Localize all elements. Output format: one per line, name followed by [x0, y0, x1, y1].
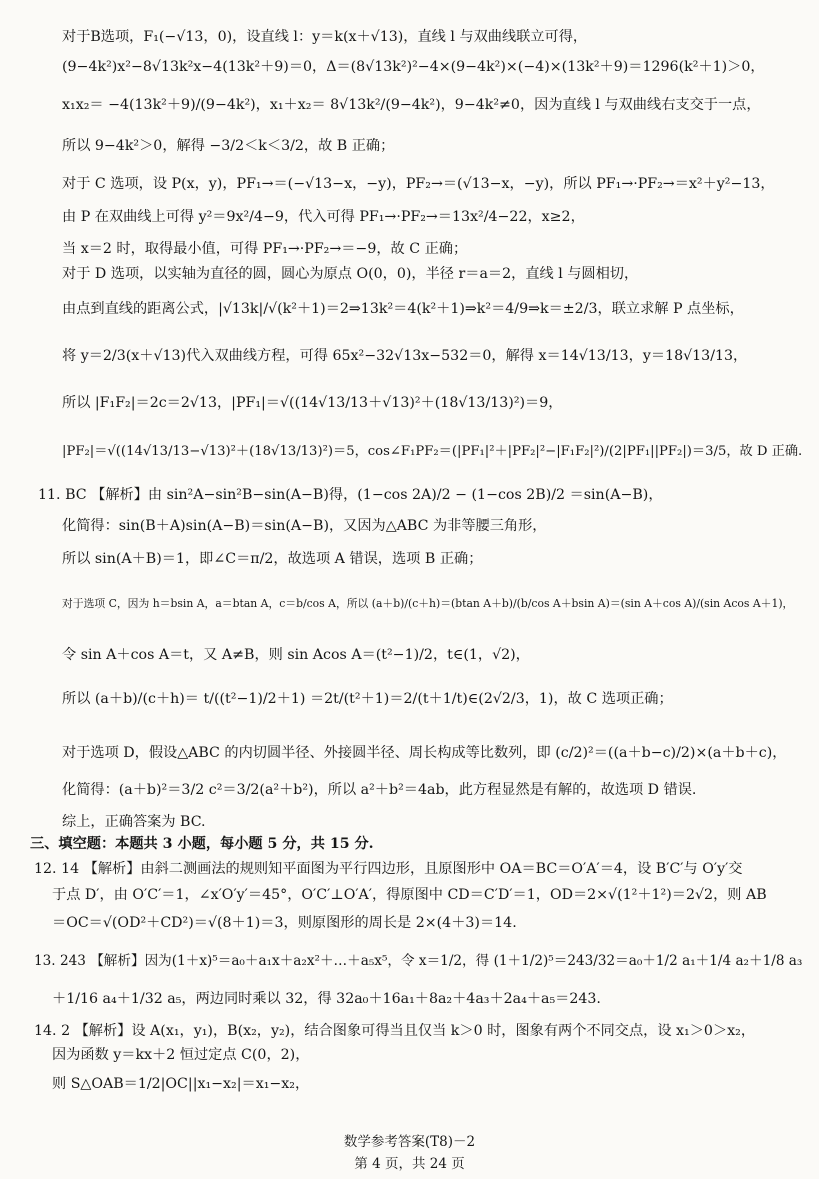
text-line: 综上，正确答案为 BC. — [62, 814, 206, 830]
text-line: 所以 |F₁F₂|＝2c＝2√13，|PF₁|＝√((14√13/13＋√13)²＋(18√13/13)²)＝9， — [62, 395, 563, 411]
text-line: 令 sin A＋cos A＝t，又 A≠B，则 sin Acos A＝(t²−1)/2，t∈(1，√2)， — [62, 647, 530, 663]
text-line: 对于B选项，F₁(−√13，0)，设直线 l：y＝k(x＋√13)，直线 l 与双曲线联立可得， — [62, 29, 588, 45]
text-line: (9−4k²)x²−8√13k²x−4(13k²＋9)＝0，Δ＝(8√13k²)²−4×(9−4k²)×(−4)×(13k²＋9)＝1296(k²＋1)＞0， — [62, 59, 765, 75]
text-line: |PF₂|＝√((14√13/13−√13)²＋(18√13/13)²)＝5，cos∠F₁PF₂＝(|PF₁|²＋|PF₂|²−|F₁F₂|²)/(2|PF₁||PF₂|)＝3/5，故 D 正确. — [62, 444, 803, 459]
text-line: ＝OC＝√(OD²＋CD²)＝√(8＋1)＝3，则原图形的周长是 2×(4＋3)＝14. — [52, 915, 517, 931]
text-line: 由点到直线的距离公式，|√13k|/√(k²＋1)＝2⇒13k²＝4(k²＋1)⇒k²＝4/9⇒k＝±2/3，联立求解 P 点坐标， — [62, 301, 744, 317]
text-line: 所以 9−4k²＞0，解得 −3/2＜k＜3/2，故 B 正确； — [62, 138, 395, 154]
text-line: 则 S△OAB＝1/2|OC||x₁−x₂|＝x₁−x₂， — [52, 1076, 310, 1092]
footer-subject: 数学参考答案(T8)－2 — [343, 1134, 476, 1150]
text-line: 化简得：(a＋b)²＝3/2 c²＝3/2(a²＋b²)，所以 a²＋b²＝4ab，此方程显然是有解的，故选项 D 错误. — [62, 782, 697, 798]
text-line: ＋1/16 a₄＋1/32 a₅，两边同时乘以 32，得 32a₀＋16a₁＋8a₂＋4a₃＋2a₄＋a₅＝243. — [52, 991, 601, 1007]
answer-14-line: 14. 2 【解析】设 A(x₁，y₁)，B(x₂，y₂)，结合图象可得当且仅当 k＞0 时，图象有两个不同交点，设 x₁＞0＞x₂， — [34, 1023, 756, 1039]
text-line: 所以 (a＋b)/(c＋h)＝ t/((t²−1)/2＋1) ＝2t/(t²＋1)＝2/(t＋1/t)∈(2√2/3，1)，故 C 选项正确； — [62, 691, 673, 707]
footer-page-number: 第 4 页，共 24 页 — [354, 1156, 465, 1172]
text-line: 对于选项 C，因为 h＝bsin A，a＝btan A，c＝b/cos A，所以 (a＋b)/(c＋h)＝(btan A＋b)/(b/cos A＋bsin A)＝(sin A＋cos A)/(sin Acos A＋1)， — [62, 597, 794, 610]
answer-11-line: 11. BC 【解析】由 sin²A−sin²B−sin(A−B)得，(1−cos 2A)/2 − (1−cos 2B)/2 ＝sin(A−B)， — [38, 487, 663, 503]
text-line: 化简得：sin(B＋A)sin(A−B)＝sin(A−B)，又因为△ABC 为非等腰三角形， — [62, 518, 547, 534]
text-line: 对于 D 选项，以实轴为直径的圆，圆心为原点 O(0，0)，半径 r＝a＝2，直线 l 与圆相切， — [62, 266, 639, 282]
answer-13-line: 13. 243 【解析】因为(1＋x)⁵＝a₀＋a₁x＋a₂x²＋…＋a₅x⁵，令 x＝1/2，得 (1＋1/2)⁵＝243/32＝a₀＋1/2 a₁＋1/4 a₂＋1/8 a₃ — [34, 953, 803, 969]
text-line: 对于选项 D，假设△ABC 的内切圆半径、外接圆半径、周长构成等比数列，即 (c/2)²＝((a＋b−c)/2)×(a＋b＋c)， — [62, 745, 787, 761]
text-line: 当 x＝2 时，取得最小值，可得 PF₁→·PF₂→＝−9，故 C 正确； — [62, 241, 468, 257]
text-line: 将 y＝2/3(x＋√13)代入双曲线方程，可得 65x²−32√13x−532＝0，解得 x＝14√13/13，y＝18√13/13， — [62, 348, 748, 364]
text-line: 由 P 在双曲线上可得 y²＝9x²/4−9，代入可得 PF₁→·PF₂→＝13x²/4−22，x≥2， — [62, 209, 585, 225]
text-line: 因为函数 y＝kx＋2 恒过定点 C(0，2)， — [52, 1047, 310, 1063]
text-line: x₁x₂＝ −4(13k²＋9)/(9−4k²)，x₁＋x₂＝ 8√13k²/(9−4k²)，9−4k²≠0，因为直线 l 与双曲线右支交于一点， — [62, 97, 761, 113]
answer-12-line: 12. 14 【解析】由斜二测画法的规则知平面图为平行四边形，且原图形中 OA＝BC＝O′A′＝4，设 B′C′与 O′y′交 — [34, 861, 743, 877]
text-line: 于点 D′，由 O′C′＝1，∠x′O′y′＝45°，O′C′⊥O′A′，得原图中 CD＝C′D′＝1，OD＝2×√(1²＋1²)＝2√2，则 AB — [52, 887, 767, 903]
section-heading: 三、填空题：本题共 3 小题，每小题 5 分，共 15 分. — [30, 836, 374, 852]
text-line: 对于 C 选项，设 P(x，y)，PF₁→＝(−√13−x，−y)，PF₂→＝(√13−x，−y)，所以 PF₁→·PF₂→＝x²＋y²−13， — [62, 176, 775, 192]
text-line: 所以 sin(A＋B)＝1，即∠C＝π/2，故选项 A 错误，选项 B 正确； — [62, 551, 483, 567]
